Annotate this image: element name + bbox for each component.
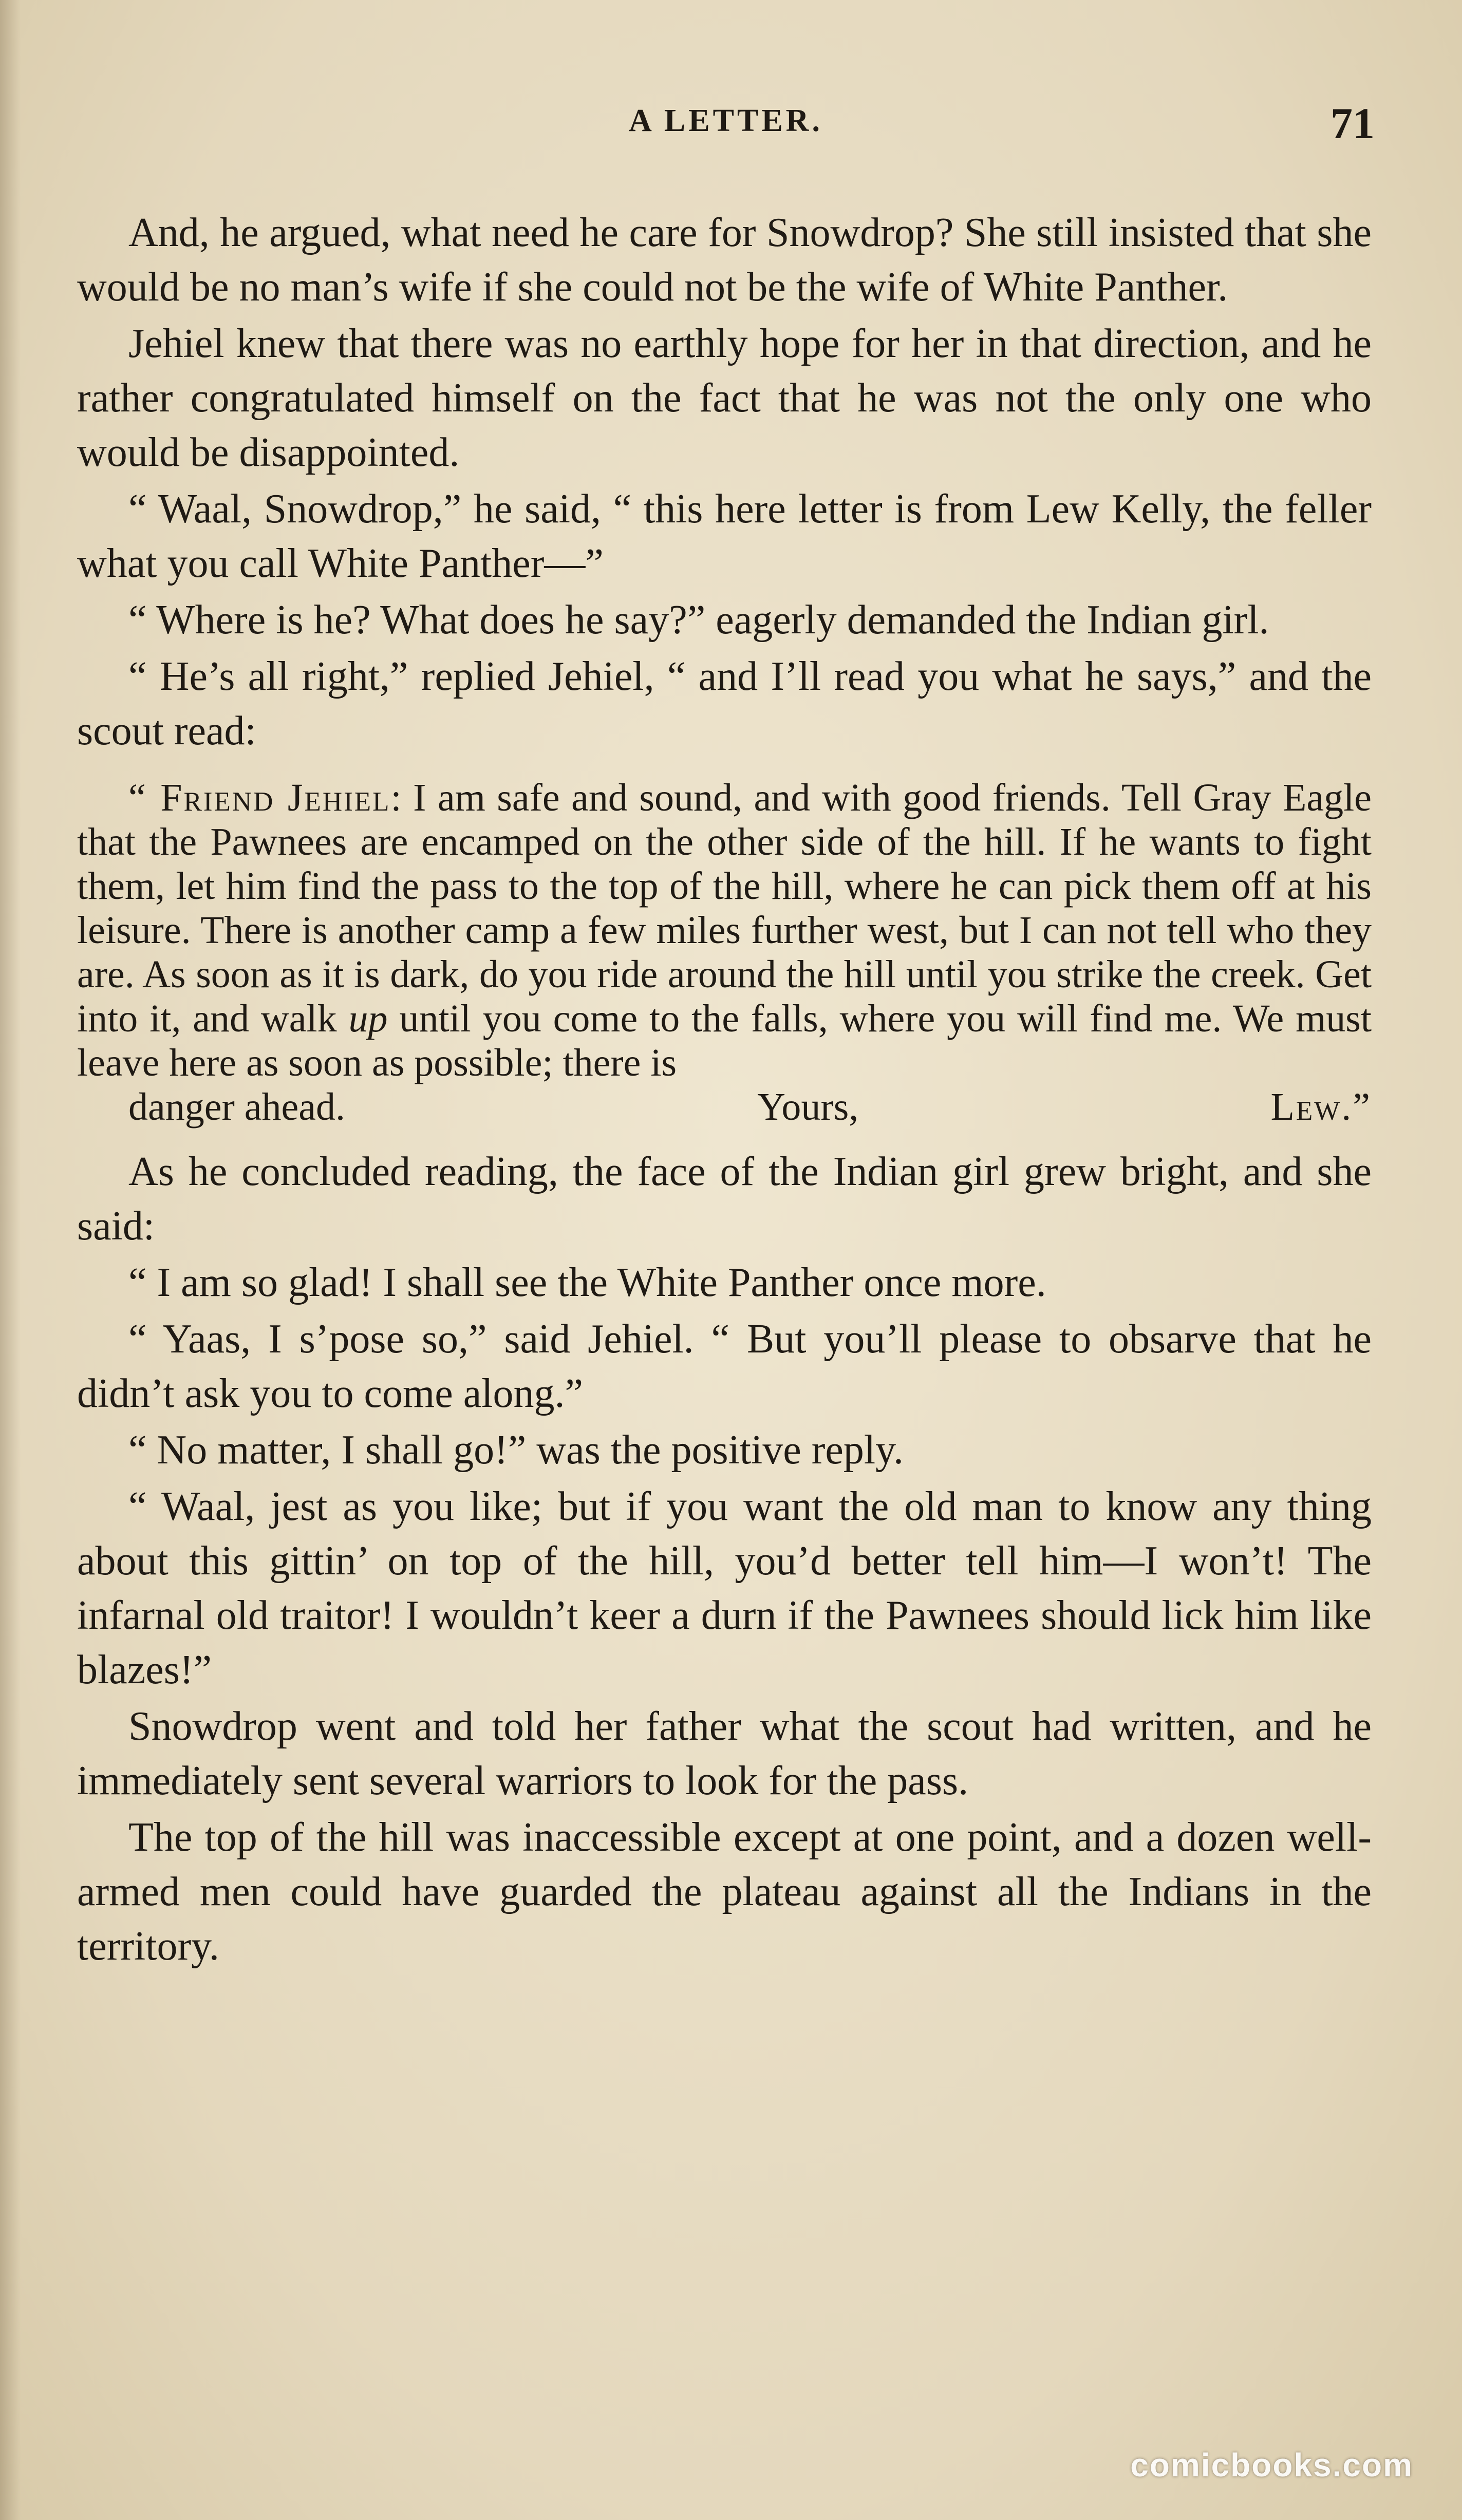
paragraph: “ No matter, I shall go!” was the positive reply. xyxy=(128,1427,904,1473)
watermark: comicbooks.com xyxy=(1130,2447,1413,2484)
paragraph: The top of the hill was inaccessible except at one point, and a dozen well-armed men could have guarded the plateau against all the Indians in the territory. xyxy=(77,1815,1372,1969)
paragraph: “ I am so glad! I shall see the White Panther once more. xyxy=(128,1260,1046,1305)
letter-block xyxy=(77,776,1372,1129)
paragraph: “ He’s all right,” replied Jehiel, “ and I’ll read you what he says,” and the scout read: xyxy=(77,654,1372,754)
letter-closing: Yours, xyxy=(757,1085,859,1129)
paragraph: Jehiel knew that there was no earthly hope for her in that direction, and he rather congratulated himself on the fact that he was not the only one who would be disappointed. xyxy=(77,321,1372,475)
paragraph: Snowdrop went and told her father what the scout had written, and he immediately sent several warriors to look for the pass. xyxy=(77,1704,1372,1803)
paragraph: “ Yaas, I s’pose so,” said Jehiel. “ But you’ll please to obsarve that he didn’t ask you to come along.” xyxy=(77,1317,1372,1416)
letter-body-continued: until you come to the falls, where you will find me. We must leave here as soon as possible; there is xyxy=(77,997,1372,1084)
paragraph: And, he argued, what need he care for Snowdrop? She still insisted that she would be no man’s wife if she could not be the wife of White Panther. xyxy=(77,210,1372,310)
letter-salutation: “ Friend Jehiel xyxy=(128,776,391,819)
letter-body: : I am safe and sound, and with good friends. Tell Gray Eagle that the Pawnees are encamped on the other side of the hill. If he wants to fight them, let him find the pass to the top of the hill, where he can pick them off at his leisure. There is another camp a few miles further west, but I can not tell who they are. As soon as it is dark, do you ride around the hill until you strike the creek. Get into it, and walk xyxy=(77,776,1372,1040)
running-head: A LETTER. xyxy=(629,103,823,138)
paragraph: “ Where is he? What does he say?” eagerly demanded the Indian girl. xyxy=(128,597,1269,643)
paragraph: “ Waal, jest as you like; but if you want the old man to know any thing about this gittin’ on top of the hill, you’d better tell him—I won’t! The infarnal old traitor! I wouldn’t keer a durn if the Pawnees should lick him like blazes!” xyxy=(77,1484,1372,1692)
paragraph: As he concluded reading, the face of the Indian girl grew bright, and she said: xyxy=(77,1149,1372,1249)
paragraph: “ Waal, Snowdrop,” he said, “ this here letter is from Lew Kelly, the feller what you call White Panther—” xyxy=(77,486,1372,586)
letter-italic-word: up xyxy=(348,997,388,1040)
page-number: 71 xyxy=(1330,99,1375,148)
letter-closing-row xyxy=(77,1085,1372,1129)
page-header xyxy=(77,98,1375,154)
letter-last-line: danger ahead. xyxy=(128,1085,345,1129)
letter-signature: Lew.” xyxy=(1270,1085,1372,1129)
body-text xyxy=(77,205,1372,1973)
page-edge-shadow xyxy=(0,0,21,2520)
